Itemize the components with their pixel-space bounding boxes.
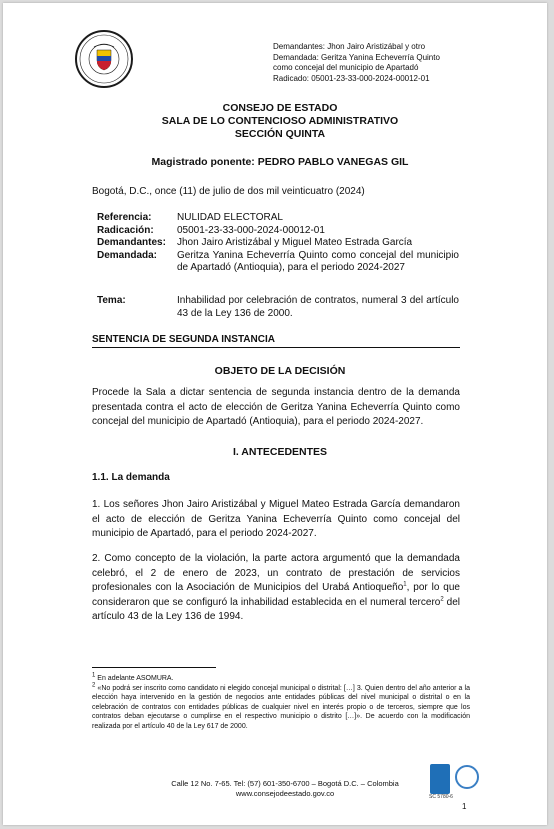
reference-row [97,225,459,238]
document-page [3,3,547,825]
paragraph-2-text-c: del artículo 43 de la Ley 136 de 1994. [92,596,461,622]
tema-label: Tema: [97,295,126,306]
reference-label: Demandantes: [97,237,166,248]
paragraph-2-text-a: 2. Como concepto de la violación, la parte actora argumentó que la demandada celebró, el 2 de enero de 2023, un contrato de prestación de servicios profesionales con la Asociación de Municipios del Urabá Antioqueño [92,553,460,593]
header-demandada: Demandada: Geritza Yanina Echeverría Quinto [273,52,440,62]
certification-caption: SC 5780-6 [429,794,453,800]
reference-row [97,212,459,225]
dateline: Bogotá, D.C., once (11) de julio de dos mil veinticuatro (2024) [92,186,365,197]
consejo-de-estado-seal [75,30,133,88]
reference-label: Radicación: [97,224,154,236]
document-title [3,102,547,141]
section-heading-sentencia: SENTENCIA DE SEGUNDA INSTANCIA [92,334,460,348]
reference-table [97,212,459,275]
footnote-divider [92,667,216,668]
demanda-heading: 1.1. La demanda [92,472,170,483]
title-section: SECCIÓN QUINTA [234,128,326,140]
footnote-2-number: 2 [92,682,96,689]
footnote-ref-2[interactable]: 2 [440,596,444,603]
header-case-info [273,42,533,84]
footer-address: Calle 12 No. 7-65. Tel: (57) 601-350-6700 – Bogotá D.C. – Colombia [171,779,399,788]
ponente-label: Magistrado ponente: [151,156,255,168]
reference-value: Jhon Jairo Aristizábal y Miguel Mateo Estrada García [177,237,413,248]
reference-value: NULIDAD ELECTORAL [177,212,283,223]
objeto-paragraph: Procede la Sala a dictar sentencia de segunda instancia dentro de la demanda presentada contra el acto de elección de Geritza Yanina Echeverría Quinto como concejal del municipio de Apartadó (Antioquia), para el periodo 2024-2027. [92,387,460,427]
footnote-2-text: «No podrá ser inscrito como candidato ni elegido concejal municipal o distrital: […] 3. Quien dentro del año anterior a la elección haya intervenido en la gestión de negocios ante entidades públicas del nivel municipal o distrital o en la celebración de contratos con entidades públicas de cualquier nivel en interés propio o de terceros, siempre que los contratos deban ejecutarse o cumplirse en el respectivo municipio o distrito […]». De acuerdo con la modificación realizada por el artículo 40 de la Ley 617 de 2000. [92,684,470,730]
reference-value: Geritza Yanina Echeverría Quinto como concejal del municipio de Apartadó (Antioquia), para el periodo 2024-2027 [177,249,459,273]
reference-label: Demandada: [97,249,158,261]
header-demandada-role: como concejal del municipio de Apartadó [273,63,419,72]
magistrado-ponente [3,156,547,169]
footnotes [92,674,470,731]
reference-row [97,237,459,250]
reference-row [97,250,459,275]
header-demandantes: Demandantes: Jhon Jairo Aristizábal y otro [273,42,426,51]
footnote-1-number: 1 [92,672,96,679]
footnote-ref-1[interactable]: 1 [403,581,407,588]
objeto-heading: OBJETO DE LA DECISIÓN [214,365,346,377]
title-court: CONSEJO DE ESTADO [222,102,338,114]
icontec-certification-icon [430,764,450,794]
paragraph-1: 1. Los señores Jhon Jairo Aristizábal y Miguel Mateo Estrada García demandaron el acto de elección de Geritza Yanina Echeverría Quinto como concejal del municipio de Apartadó, para el periodo 2024-2027. [92,499,460,539]
page-footer [145,779,425,799]
page-number: 1 [462,802,467,811]
iqnet-certification-icon [455,765,479,789]
tema-row [97,295,459,320]
paragraph-2 [92,552,460,625]
title-sala: SALA DE LO CONTENCIOSO ADMINISTRATIVO [161,115,399,127]
reference-value: 05001-23-33-000-2024-00012-01 [177,224,325,236]
ponente-name: PEDRO PABLO VANEGAS GIL [257,156,409,168]
antecedentes-heading: I. ANTECEDENTES [232,446,328,458]
tema-value: Inhabilidad por celebración de contratos, numeral 3 del artículo 43 de la Ley 136 de 2000. [177,295,459,319]
header-radicado: Radicado: 05001-23-33-000-2024-00012-01 [273,73,430,83]
footnote-1-text: En adelante ASOMURA. [95,675,174,682]
footnote-2 [92,684,470,732]
footnote-1 [92,674,470,684]
footer-website[interactable]: www.consejodeestado.gov.co [235,789,335,798]
paragraph-2-text-b: , por lo que consideraron que se configuró la inhabilidad establecida en el numeral tercero [92,582,460,608]
reference-label: Referencia: [97,212,152,223]
